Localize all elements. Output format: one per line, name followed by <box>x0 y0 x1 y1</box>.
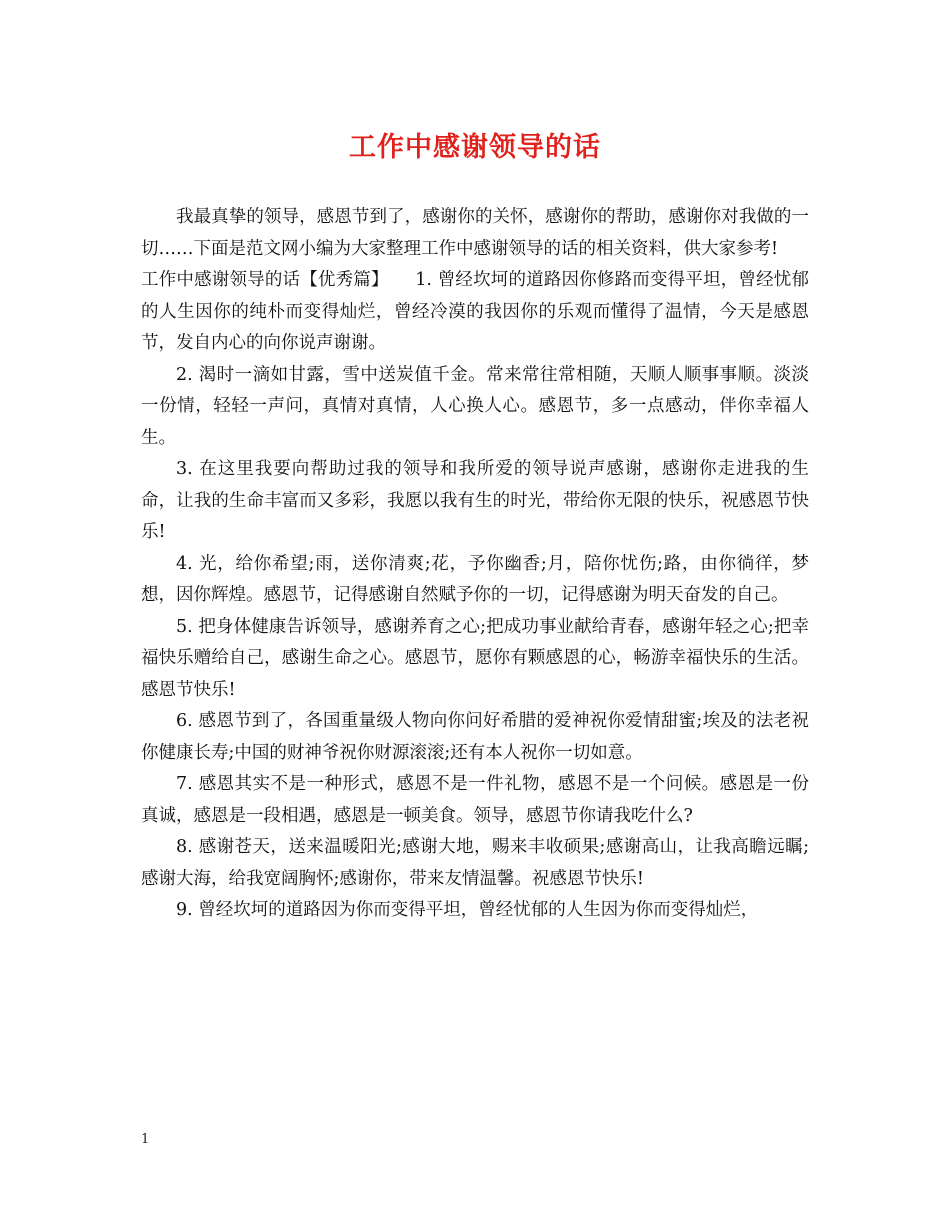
section-heading-paragraph: 工作中感谢领导的话【优秀篇】 1. 曾经坎坷的道路因你修路而变得平坦，曾经忧郁的人生因你的纯朴而变得灿烂，曾经冷漠的我因你的乐观而懂得了温情，今天是感恩节，发自内心的向你说声谢谢。 <box>141 270 809 353</box>
list-item: 2. 渴时一滴如甘露，雪中送炭值千金。常来常往常相随，天顺人顺事事顺。淡淡一份情，轻轻一声问，真情对真情，人心换人心。感恩节，多一点感动，伴你幸福人生。 <box>141 364 809 448</box>
list-item: 3. 在这里我要向帮助过我的领导和我所爱的领导说声感谢，感谢你走进我的生命，让我的生命丰富而又多彩，我愿以我有生的时光，带给你无限的快乐，祝感恩节快乐! <box>141 459 809 542</box>
list-item: 8. 感谢苍天，送来温暖阳光;感谢大地，赐来丰收硕果;感谢高山，让我高瞻远瞩;感谢大海，给我宽阔胸怀;感谢你，带来友情温馨。祝感恩节快乐! <box>141 837 809 889</box>
document-body <box>141 202 809 927</box>
list-item: 4. 光，给你希望;雨，送你清爽;花，予你幽香;月，陪你忧伤;路，由你徜徉，梦想，因你辉煌。感恩节，记得感谢自然赋予你的一切，记得感谢为明天奋发的自己。 <box>141 553 809 605</box>
list-item: 6. 感恩节到了，各国重量级人物向你问好希腊的爱神祝你爱情甜蜜;埃及的法老祝你健康长寿;中国的财神爷祝你财源滚滚;还有本人祝你一切如意。 <box>141 711 809 763</box>
list-item: 7. 感恩其实不是一种形式，感恩不是一件礼物，感恩不是一个问候。感恩是一份真诚，感恩是一段相遇，感恩是一顿美食。领导，感恩节你请我吃什么? <box>141 774 809 826</box>
list-item: 9. 曾经坎坷的道路因为你而变得平坦，曾经忧郁的人生因为你而变得灿烂， <box>176 900 759 920</box>
document-title: 工作中感谢领导的话 <box>349 132 601 163</box>
list-item: 5. 把身体健康告诉领导，感谢养育之心;把成功事业献给青春，感谢年轻之心;把幸福快乐赠给自己，感谢生命之心。感恩节，愿你有颗感恩的心，畅游幸福快乐的生活。感恩节快乐! <box>141 616 809 700</box>
intro-paragraph: 我最真挚的领导，感恩节到了，感谢你的关怀，感谢你的帮助，感谢你对我做的一切……下面是范文网小编为大家整理工作中感谢领导的话的相关资料，供大家参考! <box>141 207 809 259</box>
page-number: 1 <box>141 1132 150 1147</box>
